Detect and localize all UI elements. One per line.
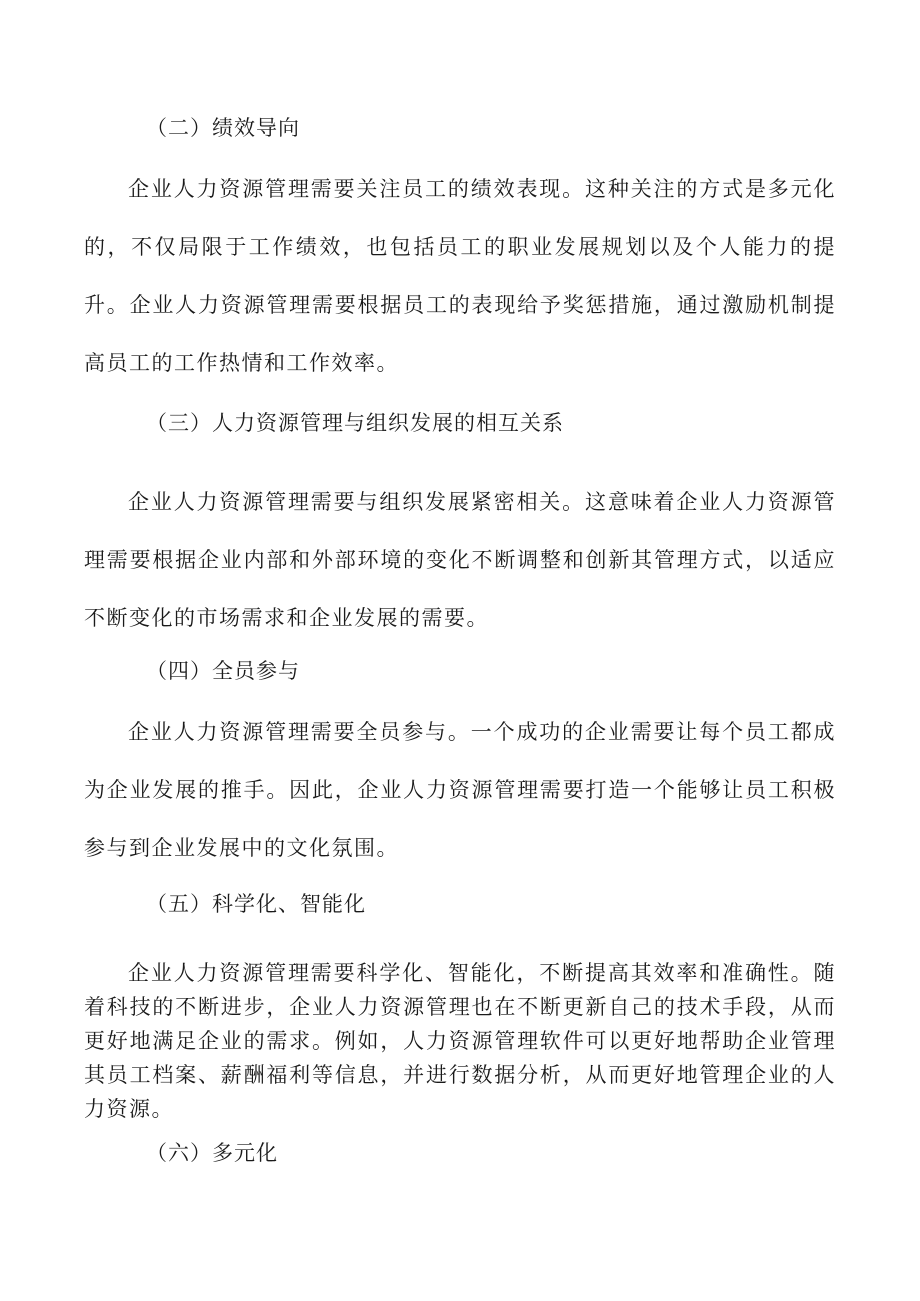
section-heading-participation: （四）全员参与 [146, 659, 300, 683]
section-paragraph-intelligent: 企业人力资源管理需要科学化、智能化，不断提高其效率和准确性。随着科技的不断进步，企业人力资源管理也在不断更新自己的技术手段，从而更好地满足企业的需求。例如，人力资源管理软件可以更好地帮助企业管理其员工档案、薪酬福利等信息，并进行数据分析，从而更好地管理企业的人力资源。 [84, 961, 836, 1121]
section-paragraph-org-development: 企业人力资源管理需要与组织发展紧密相关。这意味着企业人力资源管理需要根据企业内部和外部环境的变化不断调整和创新其管理方式，以适应不断变化的市场需求和企业发展的需要。 [84, 490, 836, 630]
section-heading-performance: （二）绩效导向 [146, 116, 300, 140]
section-paragraph-participation: 企业人力资源管理需要全员参与。一个成功的企业需要让每个员工都成为企业发展的推手。因此，企业人力资源管理需要打造一个能够让员工积极参与到企业发展中的文化氛围。 [84, 720, 836, 860]
section-heading-org-development: （三）人力资源管理与组织发展的相互关系 [146, 411, 564, 435]
section-heading-intelligent: （五）科学化、智能化 [146, 892, 366, 916]
section-heading-diversity: （六）多元化 [146, 1141, 278, 1165]
section-paragraph-performance: 企业人力资源管理需要关注员工的绩效表现。这种关注的方式是多元化的，不仅局限于工作绩效，也包括员工的职业发展规划以及个人能力的提升。企业人力资源管理需要根据员工的表现给予奖惩措施，通过激励机制提高员工的工作热情和工作效率。 [84, 177, 836, 375]
